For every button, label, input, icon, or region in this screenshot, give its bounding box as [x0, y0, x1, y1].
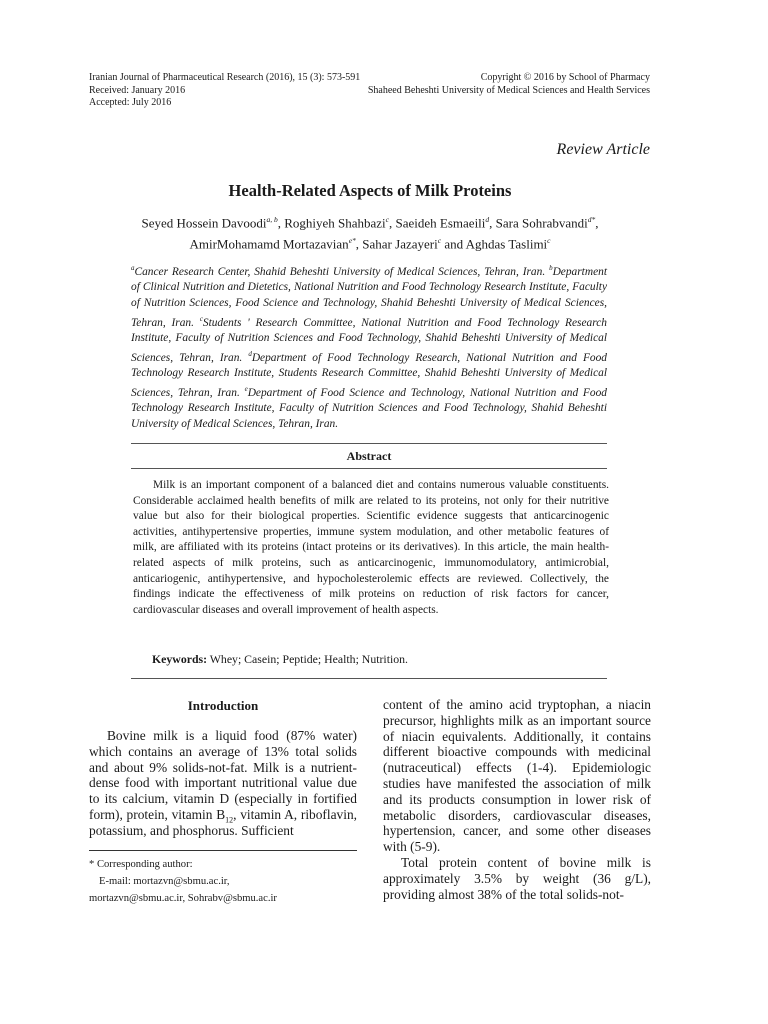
author-name: AmirMohamamd Mortazavian [189, 236, 349, 252]
author-separator: , [595, 215, 599, 231]
affiliation-c: Students ' Research Committee, National Nutrition and Food Technology Research Institute, Faculty of Nutrition Sciences and Food Technology, Shahid Beheshti University of Medical Sciences, Tehran, Iran. [131, 316, 607, 364]
footnote-email: E-mail: mortazvn@sbmu.ac.ir, [99, 876, 230, 887]
affiliation-e: Department of Food Science and Technology, National Nutrition and Food Technology Research Institute, Faculty of Nutrition Sciences and Food Technology, Shahid Beheshti University of Medical Sciences, Tehran, Iran. [131, 386, 607, 430]
abstract-heading: Abstract [346, 449, 392, 463]
author-affil-mark: a, b [266, 215, 278, 224]
author-name: Seyed Hossein Davoodi [141, 215, 267, 231]
affiliation-d: Department of Food Technology Research, National Nutrition and Food Technology Research Institute, Students Research Committee, Shahid Beheshti University of Medical Sciences, Tehran, Iran. [131, 351, 607, 399]
author-affil-mark: c [547, 236, 551, 246]
author-separator: , [277, 215, 285, 231]
intro-paragraph [89, 728, 357, 839]
affil-mark: d [248, 349, 252, 358]
author-affil-mark: c [385, 215, 390, 224]
university-line: Shaheed Beheshti University of Medical Sciences and Health Services [367, 84, 650, 96]
author-name: Aghdas Taslimi [465, 236, 548, 252]
affil-mark: a [131, 264, 135, 272]
intro-paragraph-continued: content of the amino acid tryptophan, a niacin precursor, highlights milk as an important source of niacin equivalents. Additionally, it contains different bioactive compounds with medicinal (nutraceutical) effects (1-4). Epidemiologic studies have manifested the association of milk and its products consumption in lower risk of metabolic disorders, cardiovascular diseases, hypertension, cancer, and some other diseases with (5-9). [383, 697, 651, 855]
author-separator: , [389, 215, 396, 231]
author-separator: , [355, 236, 363, 252]
footnote-rule [89, 850, 357, 851]
author-affil-mark: c [437, 236, 442, 246]
keywords-line [152, 652, 612, 667]
author-affil-mark: d [485, 215, 490, 224]
abstract-heading-rule [131, 468, 607, 469]
author-name: Roghiyeh Shahbazi [284, 215, 386, 231]
copyright-line: Copyright © 2016 by School of Pharmacy [480, 72, 650, 83]
intro-text: , vitamin A, riboflavin, potassium, and phosphorus. Sufficient [89, 806, 358, 838]
footnote-email-2: mortazvn@sbmu.ac.ir, Sohrabv@sbmu.ac.ir [89, 893, 277, 904]
author-name: Sahar Jazayeri [362, 236, 438, 252]
author-name: Saeideh Esmaeili [395, 215, 486, 231]
intro-paragraph: Total protein content of bovine milk is approximately 3.5% by weight (36 g/L), providing almost 38% of the total solids-not- [383, 854, 651, 902]
paper-title: Health-Related Aspects of Milk Proteins [228, 181, 512, 200]
abstract-body: Milk is an important component of a balanced diet and contains numerous valuable constituents. Considerable acclaimed health benefits of milk are related to its proteins, not only for their nutritive value but also for their biological properties. Scientific evidence suggests that anticarcinogenic activities, antihypertensive properties, immune system modulation, and other metabolic features of milk, are affiliated with its proteins (intact proteins or its derivatives). In this article, the main health-related aspects of milk proteins, such as anticarcinogenic, immunomodulatory, antimicrobial, anticariogenic, antihypertensive, and hypocholesterolemic effects are reviewed. Collectively, the findings indicate the effectiveness of milk proteins on reduction of risk factors for cancer, cardiovascular diseases and overall improvement of health aspects. [133, 479, 609, 616]
footnote-label: * Corresponding author: [89, 859, 193, 870]
keywords-text: Whey; Casein; Peptide; Health; Nutrition. [207, 652, 408, 666]
right-column [383, 697, 651, 902]
author-list [100, 211, 640, 254]
author-separator: , [489, 215, 496, 231]
introduction-heading: Introduction [187, 698, 259, 713]
author-affil-mark: e* [348, 236, 356, 246]
article-type: Review Article [556, 141, 650, 158]
affil-mark: e [244, 384, 248, 393]
subscript: 12 [225, 815, 234, 825]
author-separator: and [441, 236, 466, 252]
journal-citation: Iranian Journal of Pharmaceutical Research (2016), 15 (3): 573-591 [89, 72, 361, 83]
journal-header-right [290, 72, 650, 97]
affiliation-a: Cancer Research Center, Shahid Beheshti University of Medical Sciences, Tehran, Iran. [134, 265, 546, 278]
affil-mark: b [549, 264, 553, 272]
abstract-top-rule [131, 443, 607, 444]
received-date: Received: January 2016 [89, 84, 186, 96]
affiliations [131, 261, 607, 432]
author-affil-mark: d* [587, 215, 596, 224]
abstract-bottom-rule [131, 678, 607, 679]
left-column [89, 728, 357, 839]
author-name: Sara Sohrabvandi [495, 215, 588, 231]
intro-text: Bovine milk is a liquid food (87% water) which contains an average of 13% total solids and about 9% solids-not-fat. Milk is a nutrient-dense food with important nutritional value due to its calcium, vitamin D (especially in fortified form), protein, vitamin B [89, 728, 357, 822]
accepted-date: Accepted: July 2016 [89, 97, 172, 108]
footnote [89, 856, 359, 907]
affiliation-b: Department of Clinical Nutrition and Dietetics, National Nutrition and Food Technology Research Institute, Faculty of Nutrition Sciences, Food Science and Technology, Shahid Beheshti University of Medical Sciences, Tehran, Iran. [131, 265, 607, 329]
keywords-label: Keywords: [152, 652, 208, 666]
affil-mark: c [199, 314, 203, 323]
